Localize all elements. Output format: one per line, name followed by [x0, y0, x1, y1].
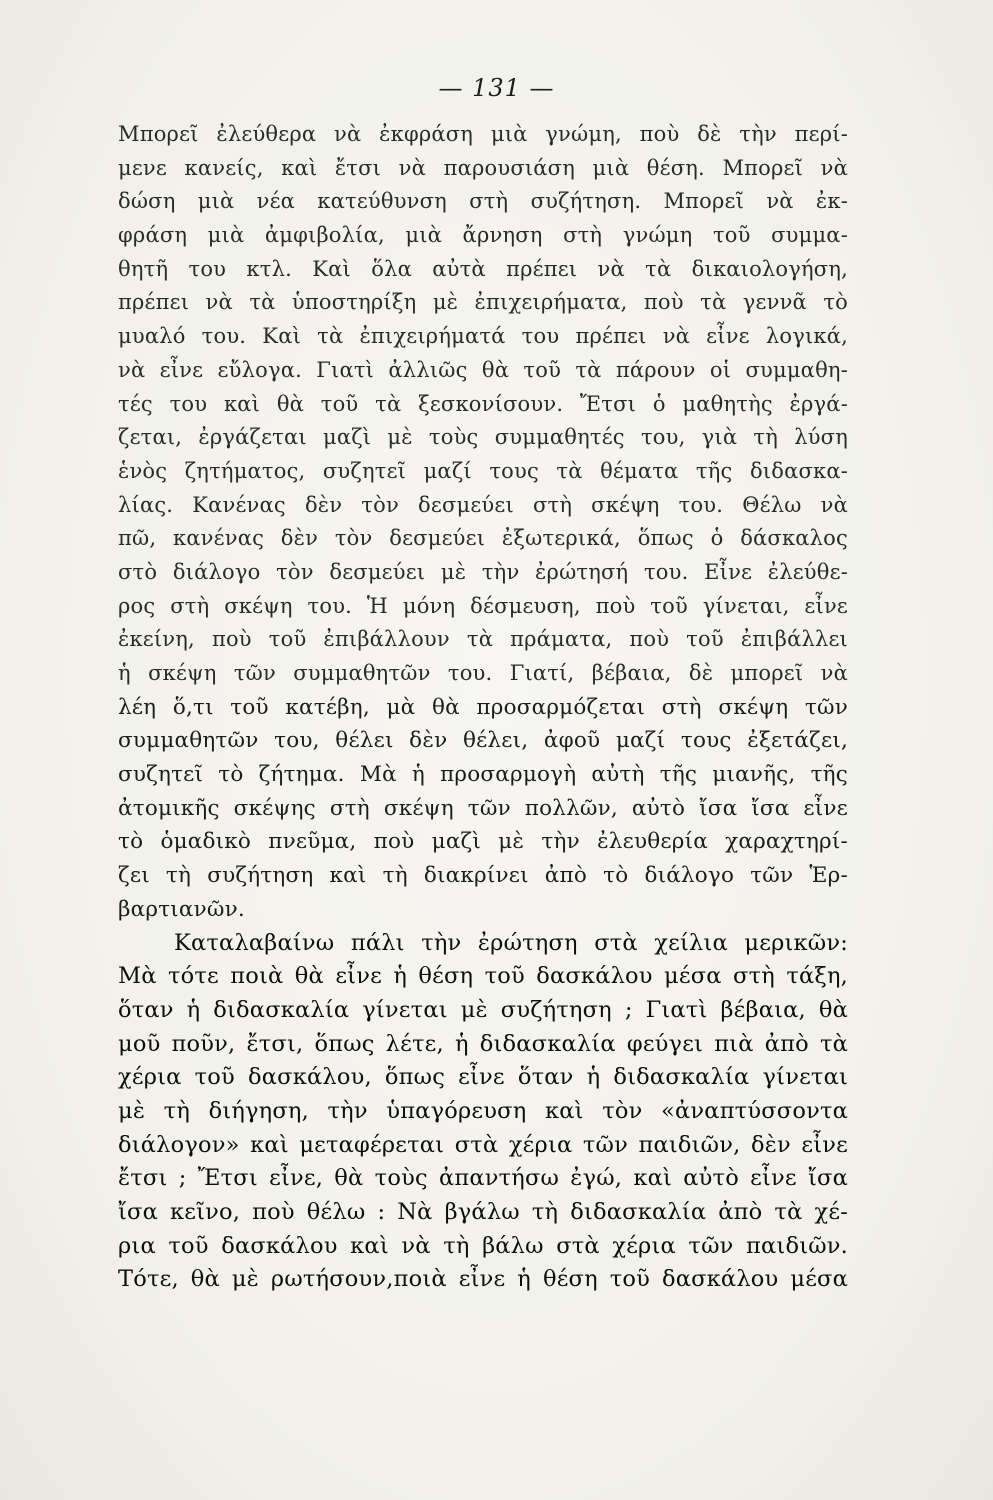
text-line: ρια τοῦ δασκάλου καὶ νὰ τὴ βάλω στὰ χέρια τῶν παιδιῶν. — [118, 1232, 848, 1259]
text-line: δώση μιὰ νέα κατεύθυνση στὴ συζήτηση. Μπορεῖ νὰ ἐκ- — [118, 189, 848, 214]
text-line: ἐκείνη, ποὺ τοῦ ἐπιβάλλουν τὰ πράματα, ποὺ τοῦ ἐπιβάλλει — [118, 627, 848, 652]
text-line: Μὰ τότε ποιὰ θὰ εἶνε ἡ θέση τοῦ δασκάλου μέσα στὴ τάξη, — [118, 963, 848, 990]
text-line: συζητεῖ τὸ ζήτημα. Μὰ ἡ προσαρμογὴ αὐτὴ τῆς μιανῆς, τῆς — [118, 762, 848, 788]
text-line: νὰ εἶνε εὔλογα. Γιατὶ ἀλλιῶς θὰ τοῦ τὰ πάρουν οἱ συμμαθη- — [118, 357, 848, 382]
text-line: ἑνὸς ζητήματος, συζητεῖ μαζί τους τὰ θέματα τῆς διδασκα- — [118, 458, 848, 483]
text-line: στὸ διάλογο τὸν δεσμεύει μὲ τὴν ἐρώτησή του. Εἶνε ἐλεύθε- — [118, 559, 848, 584]
text-line: ζεται, ἐργάζεται μαζὶ μὲ τοὺς συμμαθητές του, γιὰ τὴ λύση — [118, 425, 848, 450]
text-line: χέρια τοῦ δασκάλου, ὅπως εἶνε ὅταν ἡ διδασκαλία γίνεται — [118, 1064, 848, 1091]
text-line: μοῦ ποῦν, ἔτσι, ὅπως λέτε, ἡ διδασκαλία φεύγει πιὰ ἀπὸ τὰ — [118, 1030, 848, 1057]
text-line: Μπορεῖ ἐλεύθερα νὰ ἐκφράση μιὰ γνώμη, ποὺ δὲ τὴν περί- — [118, 122, 848, 146]
text-line: φράση μιὰ ἀμφιβολία, μιὰ ἄρνηση στὴ γνώμη τοῦ συμμα- — [118, 223, 848, 248]
text-line: ἴσα κεῖνο, ποὺ θέλω : Νὰ βγάλω τὴ διδασκαλία ἀπὸ τὰ χέ- — [118, 1199, 848, 1225]
paragraph-first-line: Καταλαβαίνω πάλι τὴν ἐρώτηση στὰ χείλια μερικῶν: — [174, 929, 848, 956]
text-line: ἡ σκέψη τῶν συμμαθητῶν του. Γιατί, βέβαια, δὲ μπορεῖ νὰ — [118, 661, 848, 685]
text-line: θητῆ του κτλ. Καὶ ὅλα αὐτὰ πρέπει νὰ τὰ δικαιολογήση, — [118, 256, 848, 281]
text-line: ἔτσι ; Ἔτσι εἶνε, θὰ τοὺς ἀπαντήσω ἐγώ, καὶ αὐτὸ εἶνε ἴσα — [118, 1165, 848, 1192]
text-line: πρέπει νὰ τὰ ὑποστηρίξη μὲ ἐπιχειρήματα, ποὺ τὰ γεννᾶ τὸ — [118, 290, 848, 315]
text-line: ζει τὴ συζήτηση καὶ τὴ διακρίνει ἀπὸ τὸ διάλογο τῶν Ἑρ- — [118, 863, 848, 889]
text-line: τὸ ὁμαδικὸ πνεῦμα, ποὺ μαζὶ μὲ τὴν ἐλευθερία χαραχτηρί- — [118, 829, 848, 855]
text-line: μὲ τὴ διήγηση, τὴν ὑπαγόρευση καὶ τὸν «ἀναπτύσσοντα — [118, 1097, 848, 1124]
page-number: — 131 — — [438, 74, 555, 102]
text-line: διάλογον» καὶ μεταφέρεται στὰ χέρια τῶν παιδιῶν, δὲν εἶνε — [118, 1131, 848, 1158]
text-line: μυαλό του. Καὶ τὰ ἐπιχειρήματά του πρέπει νὰ εἶνε λογικά, — [118, 324, 848, 349]
text-line: ὅταν ἡ διδασκαλία γίνεται μὲ συζήτηση ; Γιατὶ βέβαια, θὰ — [118, 996, 848, 1023]
text-line: ἀτομικῆς σκέψης στὴ σκέψη τῶν πολλῶν, αὐτὸ ἴσα ἴσα εἶνε — [118, 795, 848, 821]
text-line: μενε κανείς, καὶ ἔτσι νὰ παρουσιάση μιὰ θέση. Μπορεῖ νὰ — [118, 155, 848, 180]
text-line: ρος στὴ σκέψη του. Ἡ μόνη δέσμευση, ποὺ τοῦ γίνεται, εἶνε — [118, 593, 848, 618]
text-line: λίας. Κανένας δὲν τὸν δεσμεύει στὴ σκέψη του. Θέλω νὰ — [118, 492, 848, 517]
text-line: τές του καὶ θὰ τοῦ τὰ ξεσκονίσουν. Ἔτσι ὁ μαθητὴς ἐργά- — [118, 391, 848, 416]
text-line: πῶ, κανένας δὲν τὸν δεσμεύει ἐξωτερικά, ὅπως ὁ δάσκαλος — [118, 526, 848, 551]
paragraph-end-line: βαρτιανῶν. — [118, 896, 245, 922]
text-line: συμμαθητῶν του, θέλει δὲν θέλει, ἀφοῦ μαζί τους ἐξετάζει, — [118, 728, 848, 754]
body-text — [118, 118, 848, 1297]
text-line: λέη ὅ,τι τοῦ κατέβη, μὰ θὰ προσαρμόζεται στὴ σκέψη τῶν — [118, 694, 848, 720]
text-line: Τότε, θὰ μὲ ρωτήσουν,ποιὰ εἶνε ἡ θέση τοῦ δασκάλου μέσα — [118, 1266, 848, 1293]
